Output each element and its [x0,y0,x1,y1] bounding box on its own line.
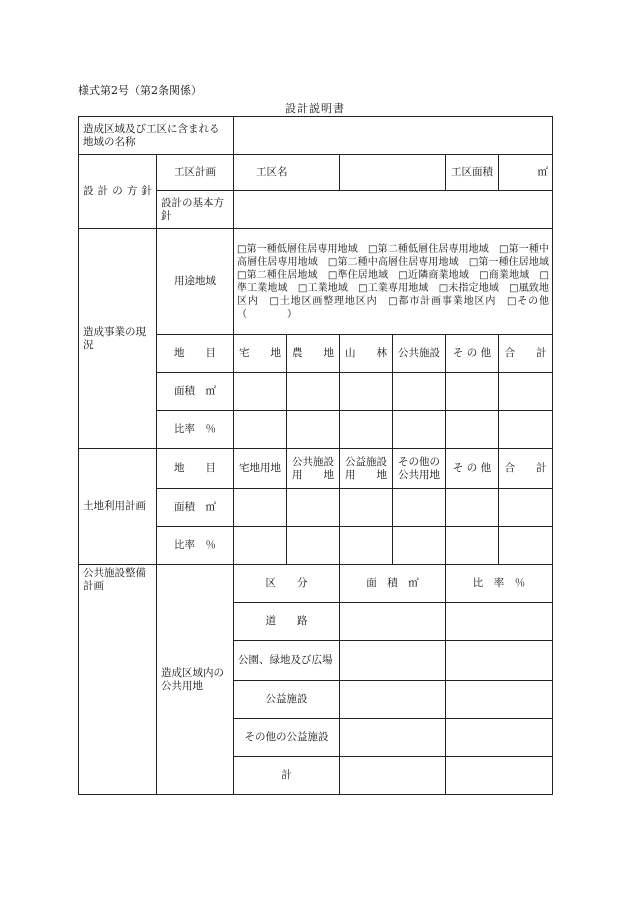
landuse-ratio-cell[interactable] [287,527,340,565]
current-col-total: 合 計 [499,335,553,373]
area-name-label: 造成区域及び工区に含まれる地域の名称 [79,117,234,155]
current-ratio-cell[interactable] [393,411,446,449]
landuse-col-other-public: その他の公共用地 [393,449,446,489]
current-area-cell[interactable] [340,373,393,411]
landuse-col-other: そ の 他 [446,449,499,489]
public-park-ratio[interactable] [446,641,553,681]
landuse-area-cell[interactable] [393,489,446,527]
public-other-benefit-area[interactable] [340,719,446,757]
koku-plan-label: 工区計画 [157,155,234,191]
landuse-area-cell[interactable] [446,489,499,527]
public-benefit-area[interactable] [340,681,446,719]
public-header-ratio: 比 率 ％ [446,565,553,603]
current-area-cell[interactable] [499,373,553,411]
current-area-cell[interactable] [393,373,446,411]
current-status-label: 造成事業の現況 [79,229,157,449]
public-row-total: 計 [234,757,340,795]
current-land-label: 地 目 [157,335,234,373]
koku-name-label: 工区名 [234,155,340,191]
document-title: 設計説明書 [285,102,345,115]
current-ratio-cell[interactable] [234,411,287,449]
public-row-benefit: 公益施設 [234,681,340,719]
koku-area-label: 工区面積 [446,155,499,191]
koku-name-field[interactable] [340,155,446,191]
landuse-col-total: 合 計 [499,449,553,489]
current-area-cell[interactable] [234,373,287,411]
landuse-area-cell[interactable] [234,489,287,527]
current-area-cell[interactable] [287,373,340,411]
public-benefit-ratio[interactable] [446,681,553,719]
public-header-category: 区 分 [234,565,340,603]
design-policy-label: 設 計 の 方 針 [79,155,157,229]
landuse-area-cell[interactable] [340,489,393,527]
public-road-ratio[interactable] [446,603,553,641]
landuse-land-label: 地 目 [157,449,234,489]
public-other-benefit-ratio[interactable] [446,719,553,757]
landuse-ratio-label: 比率 ％ [157,527,234,565]
current-col-farmland: 農 地 [287,335,340,373]
current-ratio-cell[interactable] [287,411,340,449]
current-ratio-cell[interactable] [499,411,553,449]
area-name-field[interactable] [234,117,553,155]
landuse-col-benefit: 公益施設用 地 [340,449,393,489]
current-ratio-cell[interactable] [446,411,499,449]
koku-area-field[interactable] [499,155,553,191]
public-total-area[interactable] [340,757,446,795]
public-row-park: 公園、緑地及び広場 [234,641,340,681]
landuse-ratio-cell[interactable] [499,527,553,565]
landuse-area-cell[interactable] [499,489,553,527]
public-header-area: 面 積 ㎡ [340,565,446,603]
current-ratio-label: 比率 ％ [157,411,234,449]
current-col-other: そ の 他 [446,335,499,373]
landuse-area-label: 面積 ㎡ [157,489,234,527]
current-col-public: 公共施設 [393,335,446,373]
public-road-area[interactable] [340,603,446,641]
current-col-residential: 宅 地 [234,335,287,373]
current-area-cell[interactable] [446,373,499,411]
public-park-area[interactable] [340,641,446,681]
landuse-ratio-cell[interactable] [446,527,499,565]
use-zone-label: 用途地域 [157,229,234,335]
landuse-ratio-cell[interactable] [340,527,393,565]
public-total-ratio[interactable] [446,757,553,795]
landuse-col-public: 公共施設用 地 [287,449,340,489]
current-col-forest: 山 林 [340,335,393,373]
landuse-area-cell[interactable] [287,489,340,527]
landuse-col-residential: 宅地用地 [234,449,287,489]
basic-policy-field[interactable] [234,191,553,229]
public-row-other-benefit: その他の公益施設 [234,719,340,757]
current-area-label: 面積 ㎡ [157,373,234,411]
current-ratio-cell[interactable] [340,411,393,449]
landuse-ratio-cell[interactable] [393,527,446,565]
area-unit: ㎡ [537,166,548,178]
basic-policy-label: 設計の基本方針 [157,191,234,229]
use-zone-options[interactable]: □第一種低層住居専用地域 □第二種低層住居専用地域 □第一種中高層住居専用地域 □第二種中高層住居専用地域 □第一種住居地域 □第二種住居地域 □準住居地域 □近隣商業地域 □商業地域 □準工業地域 □工業地域 □工業専用地域 □未指定地域 □風致地区内 □土地区画整理地区内 □都市計画事業地区内 □その他（ ） [234,229,553,335]
landuse-plan-label: 土地利用計画 [79,449,157,565]
public-facility-label: 公共施設整備計画 [79,565,157,795]
public-row-road: 道 路 [234,603,340,641]
landuse-ratio-cell[interactable] [234,527,287,565]
form-number: 様式第2号（第2条関係） [78,84,202,97]
public-inner-label: 造成区域内の公共用地 [157,565,234,795]
design-statement-table [78,116,559,795]
